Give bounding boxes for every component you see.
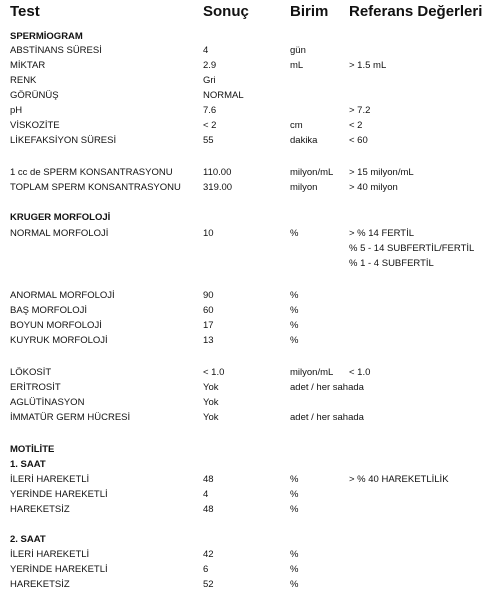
result-value: < 2 [203,120,217,131]
result-value: NORMAL [203,90,244,101]
reference: > % 14 FERTİL [349,228,415,239]
unit: adet / her sahada [290,382,364,393]
unit: % [290,290,299,301]
result-value: Yok [203,382,219,393]
table-row [0,227,490,241]
reference: > 1.5 mL [349,60,387,71]
unit: % [290,320,299,331]
result-value: Gri [203,75,216,86]
test-name: AGLÜTİNASYON [10,397,85,408]
unit: % [290,335,299,346]
reference: < 60 [349,135,368,146]
unit: mL [290,60,304,71]
unit: % [290,579,299,590]
result-value: 60 [203,305,214,316]
result-value: 48 [203,504,214,515]
test-name: İLERİ HAREKETLİ [10,549,90,560]
result-value: 48 [203,474,214,485]
table-row [0,563,490,577]
table-row [0,488,490,502]
header-test: Test [10,3,40,20]
test-name: ABSTİNANS SÜRESİ [10,45,102,56]
test-name: HAREKETSİZ [10,579,70,590]
result-value: 4 [203,45,209,56]
test-name: 1 cc de SPERM KONSANTRASYONU [10,167,173,178]
unit: % [290,305,299,316]
table-row [0,289,490,303]
result-value: 13 [203,335,214,346]
table-row [0,366,490,380]
table-row [0,89,490,103]
test-name: KUYRUK MORFOLOJİ [10,335,108,346]
table-row [0,319,490,333]
table-row [0,104,490,118]
test-name: LÖKOSİT [10,367,52,378]
table-row [0,134,490,148]
test-name: LİKEFAKSİYON SÜRESİ [10,135,117,146]
unit: % [290,228,299,239]
test-name: BOYUN MORFOLOJİ [10,320,102,331]
test-name: İLERİ HAREKETLİ [10,474,90,485]
reference: > 7.2 [349,105,371,116]
test-name: BAŞ MORFOLOJİ [10,305,88,316]
reference: < 1.0 [349,367,371,378]
test-name: ANORMAL MORFOLOJİ [10,290,115,301]
table-row [0,59,490,73]
result-value: 42 [203,549,214,560]
result-value: 2.9 [203,60,217,71]
table-row [0,334,490,348]
result-value: 4 [203,489,209,500]
result-value: 7.6 [203,105,217,116]
test-name: pH [10,105,23,116]
reference: % 1 - 4 SUBFERTİL [349,258,434,269]
test-name: YERİNDE HAREKETLİ [10,489,108,500]
reference: > 15 milyon/mL [349,167,414,178]
reference: % 5 - 14 SUBFERTİL/FERTİL [349,243,475,254]
reference: > % 40 HAREKETLİLİK [349,474,449,485]
test-name: ERİTROSİT [10,382,61,393]
table-row [0,578,490,592]
unit: % [290,504,299,515]
table-row [0,44,490,58]
subsection-title-saat2: 2. SAAT [10,534,46,545]
unit: milyon/mL [290,167,334,178]
header-birim: Birim [290,3,329,20]
test-name: GÖRÜNÜŞ [10,90,59,101]
table-row [0,166,490,180]
result-value: Yok [203,412,219,423]
unit: % [290,474,299,485]
section-title-motilite: MOTİLİTE [10,444,55,455]
table-row [0,74,490,88]
unit: milyon [290,182,318,193]
header-sonuc: Sonuç [203,3,249,20]
test-name: MİKTAR [10,60,46,71]
result-value: 10 [203,228,214,239]
test-name: NORMAL MORFOLOJİ [10,228,109,239]
result-value: 6 [203,564,209,575]
reference: < 2 [349,120,363,131]
table-row [0,304,490,318]
section-title-kruger: KRUGER MORFOLOJİ [10,212,111,223]
reference: > 40 milyon [349,182,398,193]
test-name: İMMATÜR GERM HÜCRESİ [10,412,131,423]
result-value: 319.00 [203,182,233,193]
test-name: RENK [10,75,37,86]
unit: gün [290,45,306,56]
header-referans: Referans Değerleri [349,3,483,20]
table-row [0,503,490,517]
result-value: 90 [203,290,214,301]
result-value: 17 [203,320,214,331]
section-title-spermiogram: SPERMİOGRAM [10,31,83,42]
result-value: 55 [203,135,214,146]
result-value: < 1.0 [203,367,225,378]
unit: adet / her sahada [290,412,364,423]
test-name: YERİNDE HAREKETLİ [10,564,108,575]
subsection-title-saat1: 1. SAAT [10,459,46,470]
table-row [0,381,490,395]
test-name: TOPLAM SPERM KONSANTRASYONU [10,182,181,193]
table-row [0,548,490,562]
unit: milyon/mL [290,367,334,378]
test-name: HAREKETSİZ [10,504,70,515]
result-value: 110.00 [203,167,232,178]
table-row [0,119,490,133]
unit: % [290,489,299,500]
result-value: Yok [203,397,219,408]
table-row [0,473,490,487]
unit: cm [290,120,303,131]
result-value: 52 [203,579,214,590]
table-row [0,411,490,425]
unit: % [290,549,299,560]
test-name: VİSKOZİTE [10,120,60,131]
table-row [0,396,490,410]
unit: dakika [290,135,318,146]
table-row [0,181,490,195]
unit: % [290,564,299,575]
